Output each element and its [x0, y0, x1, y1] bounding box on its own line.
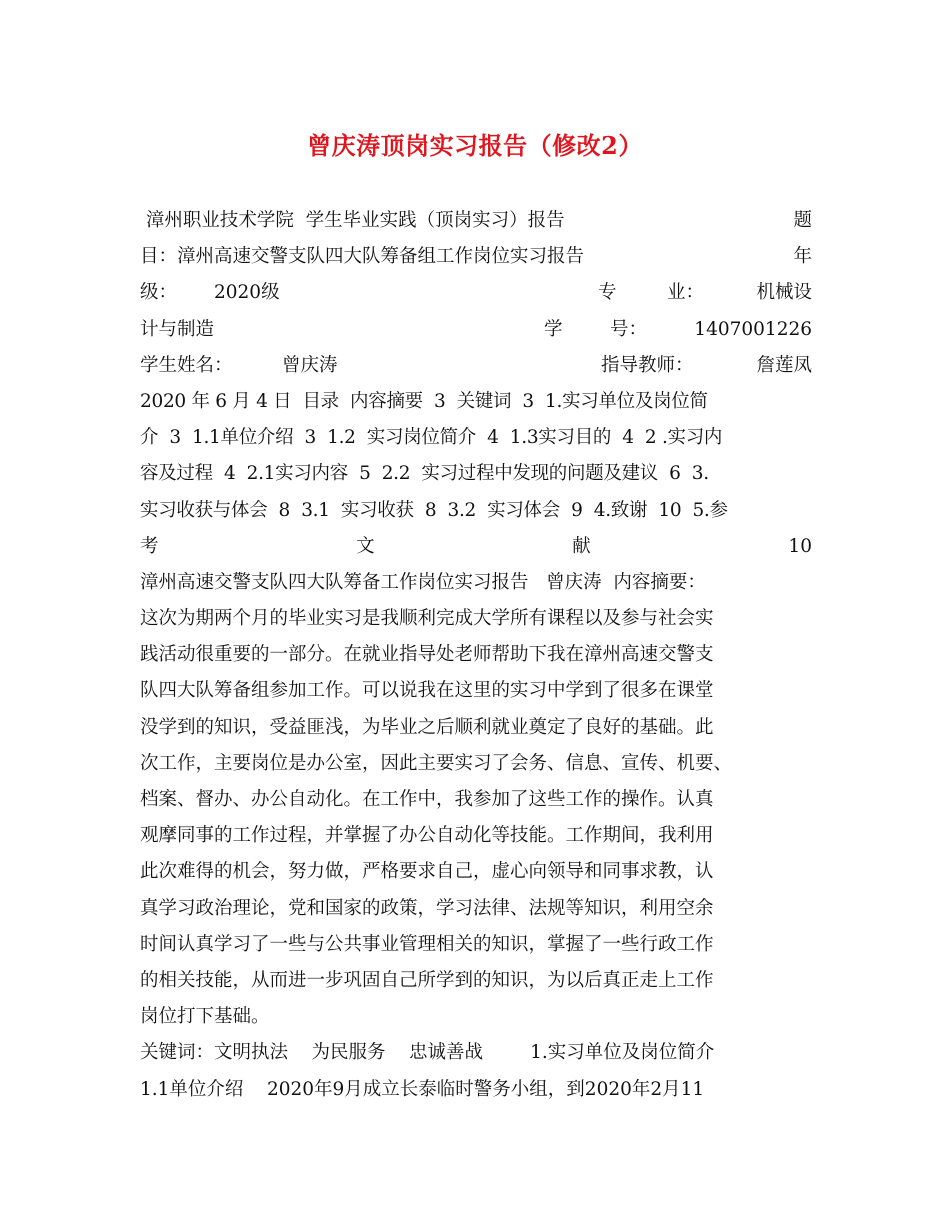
text-line — [140, 420, 812, 456]
text-segment: 10 — [788, 535, 812, 557]
text-segment: 詹莲凤 — [756, 354, 812, 376]
text-segment: 考 — [140, 535, 159, 557]
text-line — [140, 999, 812, 1035]
text-segment: 号： — [610, 318, 648, 340]
text-line — [140, 601, 812, 637]
text-segment: 实习收获与体会 8 3.1 实习收获 8 3.2 实习体会 9 4.致谢 10 5.参 — [140, 499, 728, 521]
text-segment: 介 3 1.1单位介绍 3 1.2 实习岗位简介 4 1.3实习目的 4 2 .实习内 — [140, 427, 723, 449]
text-segment: 文 — [356, 535, 375, 557]
text-line — [140, 710, 812, 746]
text-segment: 专 — [598, 282, 617, 304]
text-line — [140, 818, 812, 854]
text-line — [140, 203, 812, 239]
text-line — [140, 891, 812, 927]
text-segment: 题 — [793, 210, 812, 231]
text-line — [140, 493, 812, 529]
text-segment: 岗位打下基础。 — [140, 1006, 270, 1028]
text-segment: 没学到的知识，受益匪浅，为毕业之后顺利就业奠定了良好的基础。此 — [140, 716, 714, 738]
text-segment: 容及过程 4 2.1实习内容 5 2.2 实习过程中发现的问题及建议 6 3. — [140, 463, 709, 485]
text-line — [140, 312, 812, 348]
text-line — [140, 275, 812, 311]
text-segment: 档案、督办、办公自动化。在工作中，我参加了这些工作的操作。认真 — [140, 789, 714, 810]
text-segment: 机械设 — [756, 282, 812, 304]
text-line — [140, 384, 812, 420]
text-segment: 2020 年 6 月 4 日 目录 内容摘要 3 关键词 3 1.实习单位及岗位简 — [140, 390, 708, 412]
text-line — [140, 1072, 812, 1108]
text-segment: 学 — [544, 318, 563, 340]
text-line — [140, 637, 812, 673]
text-line — [140, 529, 812, 565]
text-segment: 践活动很重要的一部分。在就业指导处老师帮助下我在漳州高速交警支 — [140, 644, 714, 666]
text-segment: 真学习政治理论，党和国家的政策，学习法律、法规等知识，利用空余 — [140, 897, 714, 919]
text-line — [140, 673, 812, 709]
text-line — [140, 854, 812, 890]
text-segment: 这次为期两个月的毕业实习是我顺利完成大学所有课程以及参与社会实 — [140, 608, 714, 630]
text-segment: 观摩同事的工作过程，并掌握了办公自动化等技能。工作期间，我利用 — [140, 825, 714, 847]
text-line — [140, 782, 812, 818]
text-segment: 学生姓名： — [140, 354, 233, 376]
text-segment: 关键词：文明执法 为民服务 忠诚善战 1.实习单位及岗位简介 — [140, 1042, 715, 1064]
text-line — [140, 963, 812, 999]
text-segment: 此次难得的机会，努力做，严格要求自己，虚心向领导和同事求教，认 — [140, 861, 714, 883]
text-segment: 曾庆涛 — [282, 354, 338, 376]
text-segment: 2020级 — [214, 282, 280, 304]
text-segment: 年 — [793, 246, 812, 268]
text-segment: 漳州职业技术学院 学生毕业实践（顶岗实习）报告 — [140, 210, 565, 231]
text-segment: 指导教师： — [601, 354, 694, 376]
text-segment: 1407001226 — [694, 318, 812, 340]
text-line — [140, 239, 812, 275]
text-segment: 1.1单位介绍 2020年9月成立长泰临时警务小组，到2020年2月11 — [140, 1078, 705, 1100]
text-line — [140, 1035, 812, 1071]
text-line — [140, 927, 812, 963]
text-segment: 漳州高速交警支队四大队筹备工作岗位实习报告 曾庆涛 内容摘要： — [140, 571, 706, 593]
text-segment: 级： — [140, 282, 178, 304]
text-segment: 队四大队筹备组参加工作。可以说我在这里的实习中学到了很多在课堂 — [140, 680, 714, 702]
text-line — [140, 565, 812, 601]
text-segment: 献 — [572, 535, 591, 557]
text-segment: 业： — [667, 282, 705, 304]
text-line — [140, 348, 812, 384]
text-segment: 计与制造 — [140, 318, 215, 340]
text-line — [140, 746, 812, 782]
text-segment: 的相关技能，从而进一步巩固自己所学到的知识，为以后真正走上工作 — [140, 969, 714, 991]
text-segment: 目：漳州高速交警支队四大队筹备组工作岗位实习报告 — [140, 246, 585, 268]
document-body — [140, 203, 812, 1108]
text-segment: 次工作，主要岗位是办公室，因此主要实习了会务、信息、宣传、机要、 — [140, 752, 733, 774]
document-title: 曾庆涛顶岗实习报告（修改2） — [307, 131, 643, 160]
text-line — [140, 456, 812, 492]
text-segment: 时间认真学习了一些与公共事业管理相关的知识，掌握了一些行政工作 — [140, 933, 714, 955]
